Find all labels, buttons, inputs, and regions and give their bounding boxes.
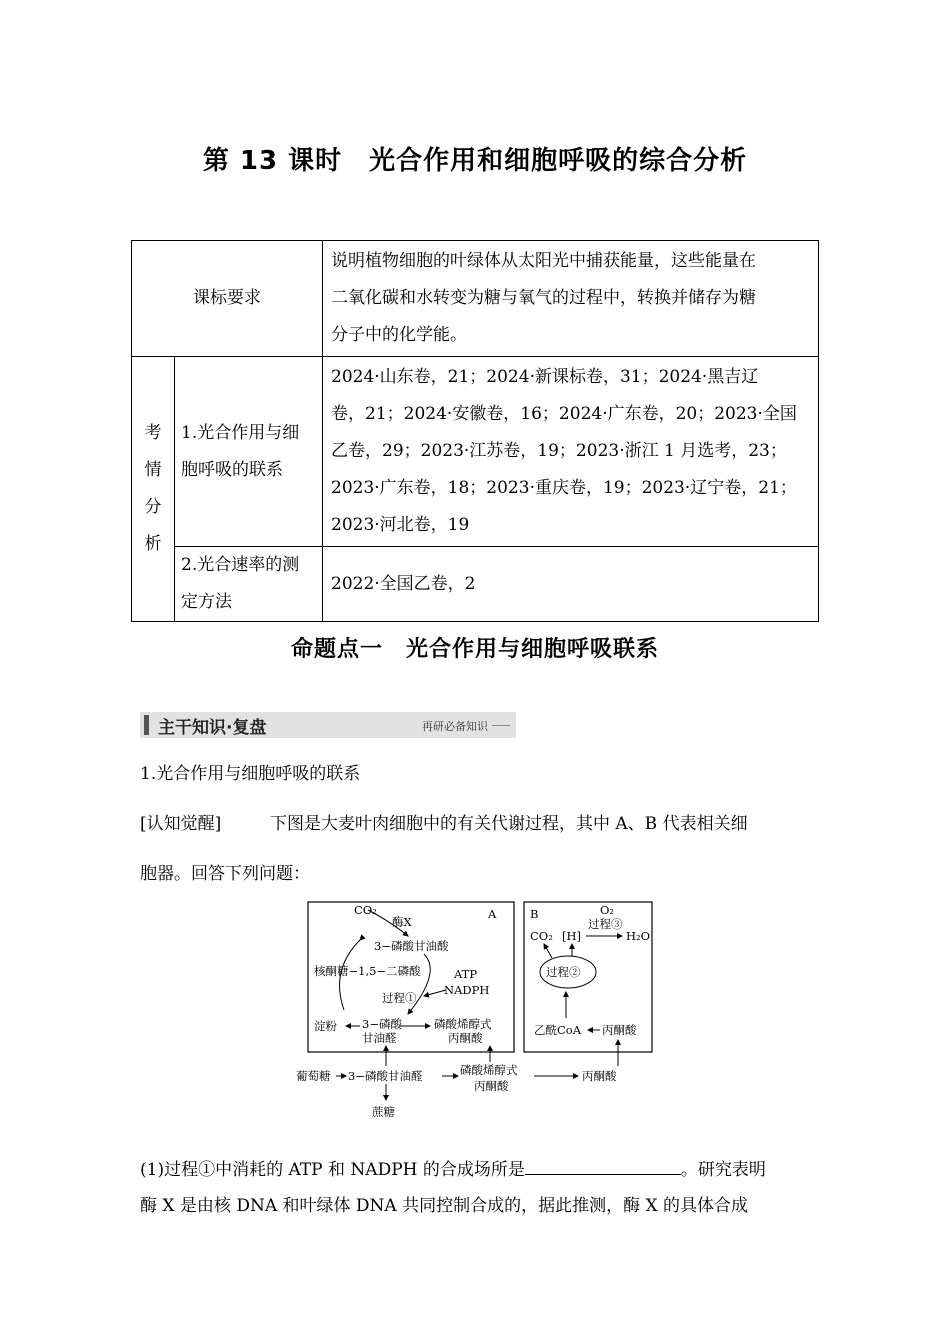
h-label: [H] — [562, 929, 582, 943]
enzyme-label: 酶X — [392, 915, 412, 929]
h2o-label: H₂O — [626, 929, 651, 943]
question-text-b: 。研究表明 — [680, 1160, 766, 1180]
topic-cell — [175, 357, 323, 547]
pep-c-label-1: 磷酸烯醇式 — [460, 1063, 518, 1077]
g3p-a-label-2: 甘油醛 — [362, 1031, 397, 1045]
starch-label: 淀粉 — [314, 1019, 337, 1033]
source-cell — [323, 547, 819, 622]
g3p-c-label: 3−磷酸甘油醛 — [348, 1069, 423, 1083]
exam-analysis-label — [132, 357, 175, 622]
acetylcoa-label: 乙酰CoA — [534, 1023, 582, 1037]
sucrose-label: 蔗糖 — [372, 1105, 395, 1119]
metabolism-diagram — [296, 900, 666, 1122]
pep-a-label-1: 磷酸烯醇式 — [434, 1017, 492, 1031]
table-row — [132, 241, 819, 357]
banner-line — [492, 725, 510, 726]
label-char: 析 — [144, 534, 162, 554]
text-line: 2023·广东卷，18；2023·重庆卷，19；2023·辽宁卷，21； — [331, 478, 797, 498]
text-line: 2024·山东卷，21；2024·新课标卷，31；2024·黑吉辽 — [331, 367, 759, 387]
text-line: 1.光合作用与细 — [181, 422, 300, 443]
label-char: 考 — [144, 423, 162, 443]
section-banner — [140, 712, 516, 738]
question-line-1 — [140, 1156, 766, 1182]
pga-label: 3−磷酸甘油酸 — [374, 939, 449, 953]
table-row — [132, 357, 819, 547]
process-2-label: 过程② — [546, 965, 581, 979]
intro-line-1: 下图是大麦叶肉细胞中的有关代谢过程，其中 A、B 代表相关细 — [270, 814, 748, 834]
glucose-label: 葡萄糖 — [296, 1069, 331, 1083]
banner-label: 主干知识·复盘 — [158, 718, 267, 738]
process-1-label: 过程① — [382, 991, 417, 1005]
text-line: 2022·全国乙卷，2 — [331, 573, 476, 594]
atp-arrow — [424, 990, 446, 996]
table-row — [132, 547, 819, 622]
process-2-co2-arrow — [544, 944, 552, 958]
pyruvate-c-label: 丙酮酸 — [582, 1069, 617, 1083]
co2-label: CO₂ — [354, 903, 377, 917]
text-line: 二氧化碳和水转变为糖与氧气的过程中，转换并储存为糖 — [331, 288, 756, 308]
question-line-2: 酶 X 是由核 DNA 和叶绿体 DNA 共同控制合成的，据此推测，酶 X 的具体合成 — [140, 1196, 748, 1216]
text-line: 胞呼吸的联系 — [181, 459, 283, 480]
section-heading: 命题点一 光合作用与细胞呼吸联系 — [290, 637, 659, 662]
o2-label: O₂ — [600, 903, 615, 917]
cycle-right-arrow — [408, 954, 430, 1014]
page-title: 第 13 课时 光合作用和细胞呼吸的综合分析 — [202, 146, 748, 176]
text-line: 2.光合速率的测 — [181, 555, 300, 575]
co2-b-label: CO₂ — [530, 929, 553, 943]
label-char: 分 — [144, 497, 162, 517]
process-3-label: 过程③ — [588, 917, 623, 931]
text-line: 分子中的化学能。 — [331, 325, 467, 345]
curriculum-table — [131, 240, 819, 622]
intro-tag: [认知觉醒] — [140, 814, 222, 834]
answer-blank[interactable] — [525, 1156, 681, 1175]
question-text-a: (1)过程①中消耗的 ATP 和 NADPH 的合成场所是 — [140, 1160, 525, 1180]
intro-line-2: 胞器。回答下列问题： — [140, 864, 310, 884]
g3p-a-label-1: 3−磷酸 — [362, 1017, 402, 1031]
subheading: 1.光合作用与细胞呼吸的联系 — [140, 764, 361, 784]
topic-cell — [175, 547, 323, 622]
pep-c-label-2: 丙酮酸 — [474, 1079, 509, 1093]
pep-a-label-2: 丙酮酸 — [448, 1031, 483, 1045]
text-line: 卷，21；2024·安徽卷，16；2024·广东卷，20；2023·全国 — [331, 404, 797, 424]
curriculum-text — [323, 241, 819, 357]
banner-sublabel: 再研必备知识 — [422, 720, 488, 733]
atp-label: ATP — [454, 967, 478, 981]
box-a-label: A — [488, 907, 497, 921]
banner-bar — [144, 715, 149, 735]
rubp-label: 核酮糖−1,5−二磷酸 — [314, 964, 421, 978]
curriculum-label: 课标要求 — [132, 241, 323, 357]
pyruvate-b-label: 丙酮酸 — [602, 1023, 637, 1037]
text-line: 2023·河北卷，19 — [331, 515, 470, 535]
nadph-label: NADPH — [444, 983, 490, 997]
text-line: 定方法 — [181, 592, 232, 612]
text-line: 说明植物细胞的叶绿体从太阳光中捕获能量，这些能量在 — [331, 251, 756, 271]
text-line: 乙卷，29；2023·江苏卷，19；2023·浙江 1 月选考，23； — [331, 441, 787, 461]
source-cell — [323, 357, 819, 547]
label-char: 情 — [144, 460, 162, 480]
box-b-label: B — [530, 907, 539, 921]
